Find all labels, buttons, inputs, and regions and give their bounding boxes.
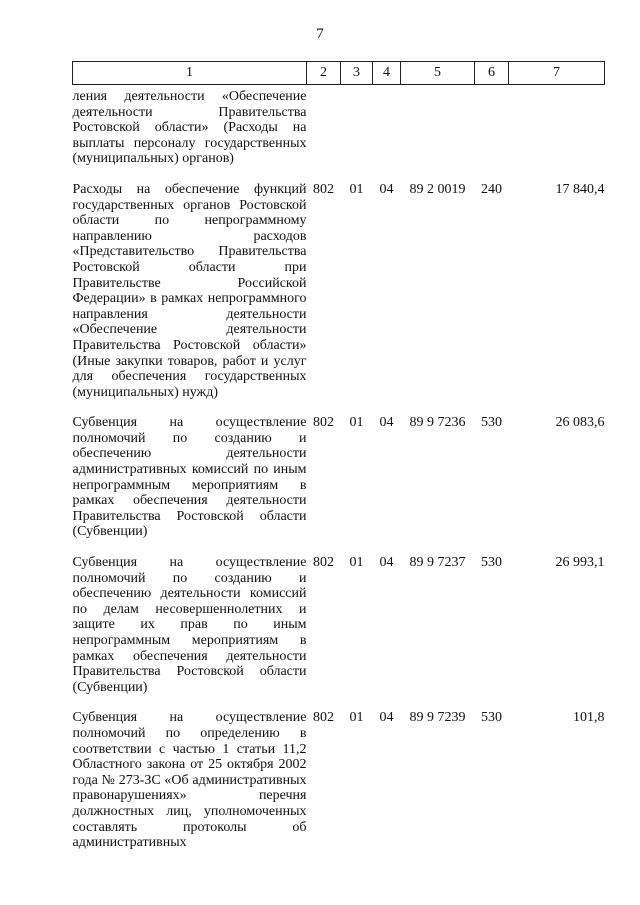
row-amount: 101,8 [573,710,605,726]
row-target-code: 89 9 7239 [409,710,466,726]
row-ministry-code [307,85,341,182]
header-col-6: 6 [475,62,509,85]
row-section-code: 01 [349,555,364,571]
row-amount: 26 083,6 [555,415,605,431]
row-expense-type: 530 [481,710,502,726]
header-col-5: 5 [401,62,475,85]
table-row [73,710,605,865]
row-description: Расходы на обеспечение функций государственных органов Ростовской области по непрограммному направлению расходов «Представительство Правительства Ростовской области при Правительстве Российской Федерации» в рамках непрограммного направления деятельности «Обеспечение деятельности Правительства Ростовской области» (Иные закупки товаров, работ и услуг для обеспечения государственных (муниципальных) нужд) [72,181,307,400]
row-description: ления деятельности «Обеспечение деятельности Правительства Ростовской области» (Расходы на выплаты персоналу государственных (муниципальных) органов) [72,89,307,167]
table-row [73,555,605,710]
header-col-7: 7 [509,62,605,85]
row-amount [509,85,605,182]
row-expense-type: 530 [481,415,502,431]
row-expense-type: 530 [481,555,502,571]
row-target-code [401,85,475,182]
table-row [73,85,605,182]
row-subsection-code [373,85,401,182]
table-row [73,415,605,555]
table-header-row [73,62,605,85]
row-section-code [341,85,373,182]
row-subsection-code: 04 [379,415,394,431]
row-subsection-code: 04 [379,710,394,726]
row-section-code: 01 [349,415,364,431]
row-description: Субвенция на осуществление полномочий по определению в соответствии с частью 1 статьи 11,2 Областного закона от 25 октября 2002 года № 273-ЗС «Об административных правонарушениях» перечня должностных лиц, уполномоченных составлять протоколы об административных [72,710,307,851]
table-row [73,182,605,415]
budget-table [72,61,605,866]
row-description: Субвенция на осуществление полномочий по созданию и обеспечению деятельности административных комиссий по иным непрограммным мероприятиям в рамках обеспечения деятельности Правительства Ростовской области (Субвенции) [72,415,307,540]
row-ministry-code: 802 [313,555,334,571]
header-col-1: 1 [73,62,307,85]
row-description: Субвенция на осуществление полномочий по созданию и обеспечению деятельности комиссий по делам несовершеннолетних и защите их прав по иным непрограммным мероприятиям в рамках обеспечения деятельности Правительства Ростовской области (Субвенции) [72,555,307,695]
row-target-code: 89 9 7236 [409,415,466,431]
row-amount: 17 840,4 [555,181,605,197]
row-section-code: 01 [349,710,364,726]
row-ministry-code: 802 [313,710,334,726]
header-col-4: 4 [373,62,401,85]
row-section-code: 01 [349,181,364,197]
row-expense-type [475,85,509,182]
row-amount: 26 993,1 [555,555,605,571]
page-number: 7 [316,26,324,42]
row-expense-type: 240 [481,181,502,197]
row-ministry-code: 802 [313,181,334,197]
row-ministry-code: 802 [313,415,334,431]
row-target-code: 89 9 7237 [409,555,466,571]
header-col-2: 2 [307,62,341,85]
header-col-3: 3 [341,62,373,85]
row-subsection-code: 04 [379,181,394,197]
row-subsection-code: 04 [379,555,394,571]
row-target-code: 89 2 0019 [409,181,466,197]
